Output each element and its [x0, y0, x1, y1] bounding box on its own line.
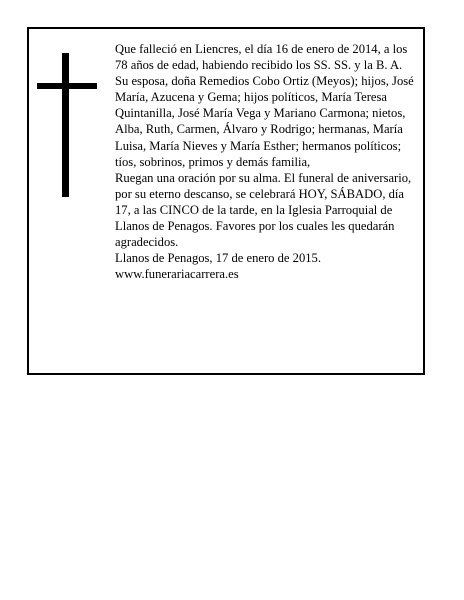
cross-icon	[37, 53, 97, 197]
family-paragraph: Su esposa, doña Remedios Cobo Ortiz (Meyos); hijos, José María, Azucena y Gema; hijos políticos, María Teresa Quintanilla, José María Vega y Mariano Carmona; nietos, Alba, Ruth, Carmen, Álvaro y Rodrigo; hermanas, María Luisa, María Nieves y María Esther; hermanos políticos; tíos, sobrinos, primos y demás familia,	[115, 74, 414, 169]
website-line: www.funerariacarrera.es	[115, 267, 239, 282]
cross-horizontal-bar	[37, 83, 97, 89]
funeral-paragraph: Ruegan una oración por su alma. El funeral de aniversario, por su eterno descanso, se celebrará HOY, SÁBADO, día 17, a las CINCO de la tarde, en la Iglesia Parroquial de Llanos de Penagos. Favores por los cuales les quedarán agradecidos.	[115, 170, 412, 250]
obituary-text	[115, 41, 417, 282]
place-date-line: Llanos de Penagos, 17 de enero de 2015.	[115, 251, 321, 266]
cross-vertical-bar	[62, 53, 69, 197]
death-announcement-paragraph: Que falleció en Liencres, el día 16 de enero de 2014, a los 78 años de edad, habiendo recibido los SS. SS. y la B. A.	[115, 42, 408, 73]
